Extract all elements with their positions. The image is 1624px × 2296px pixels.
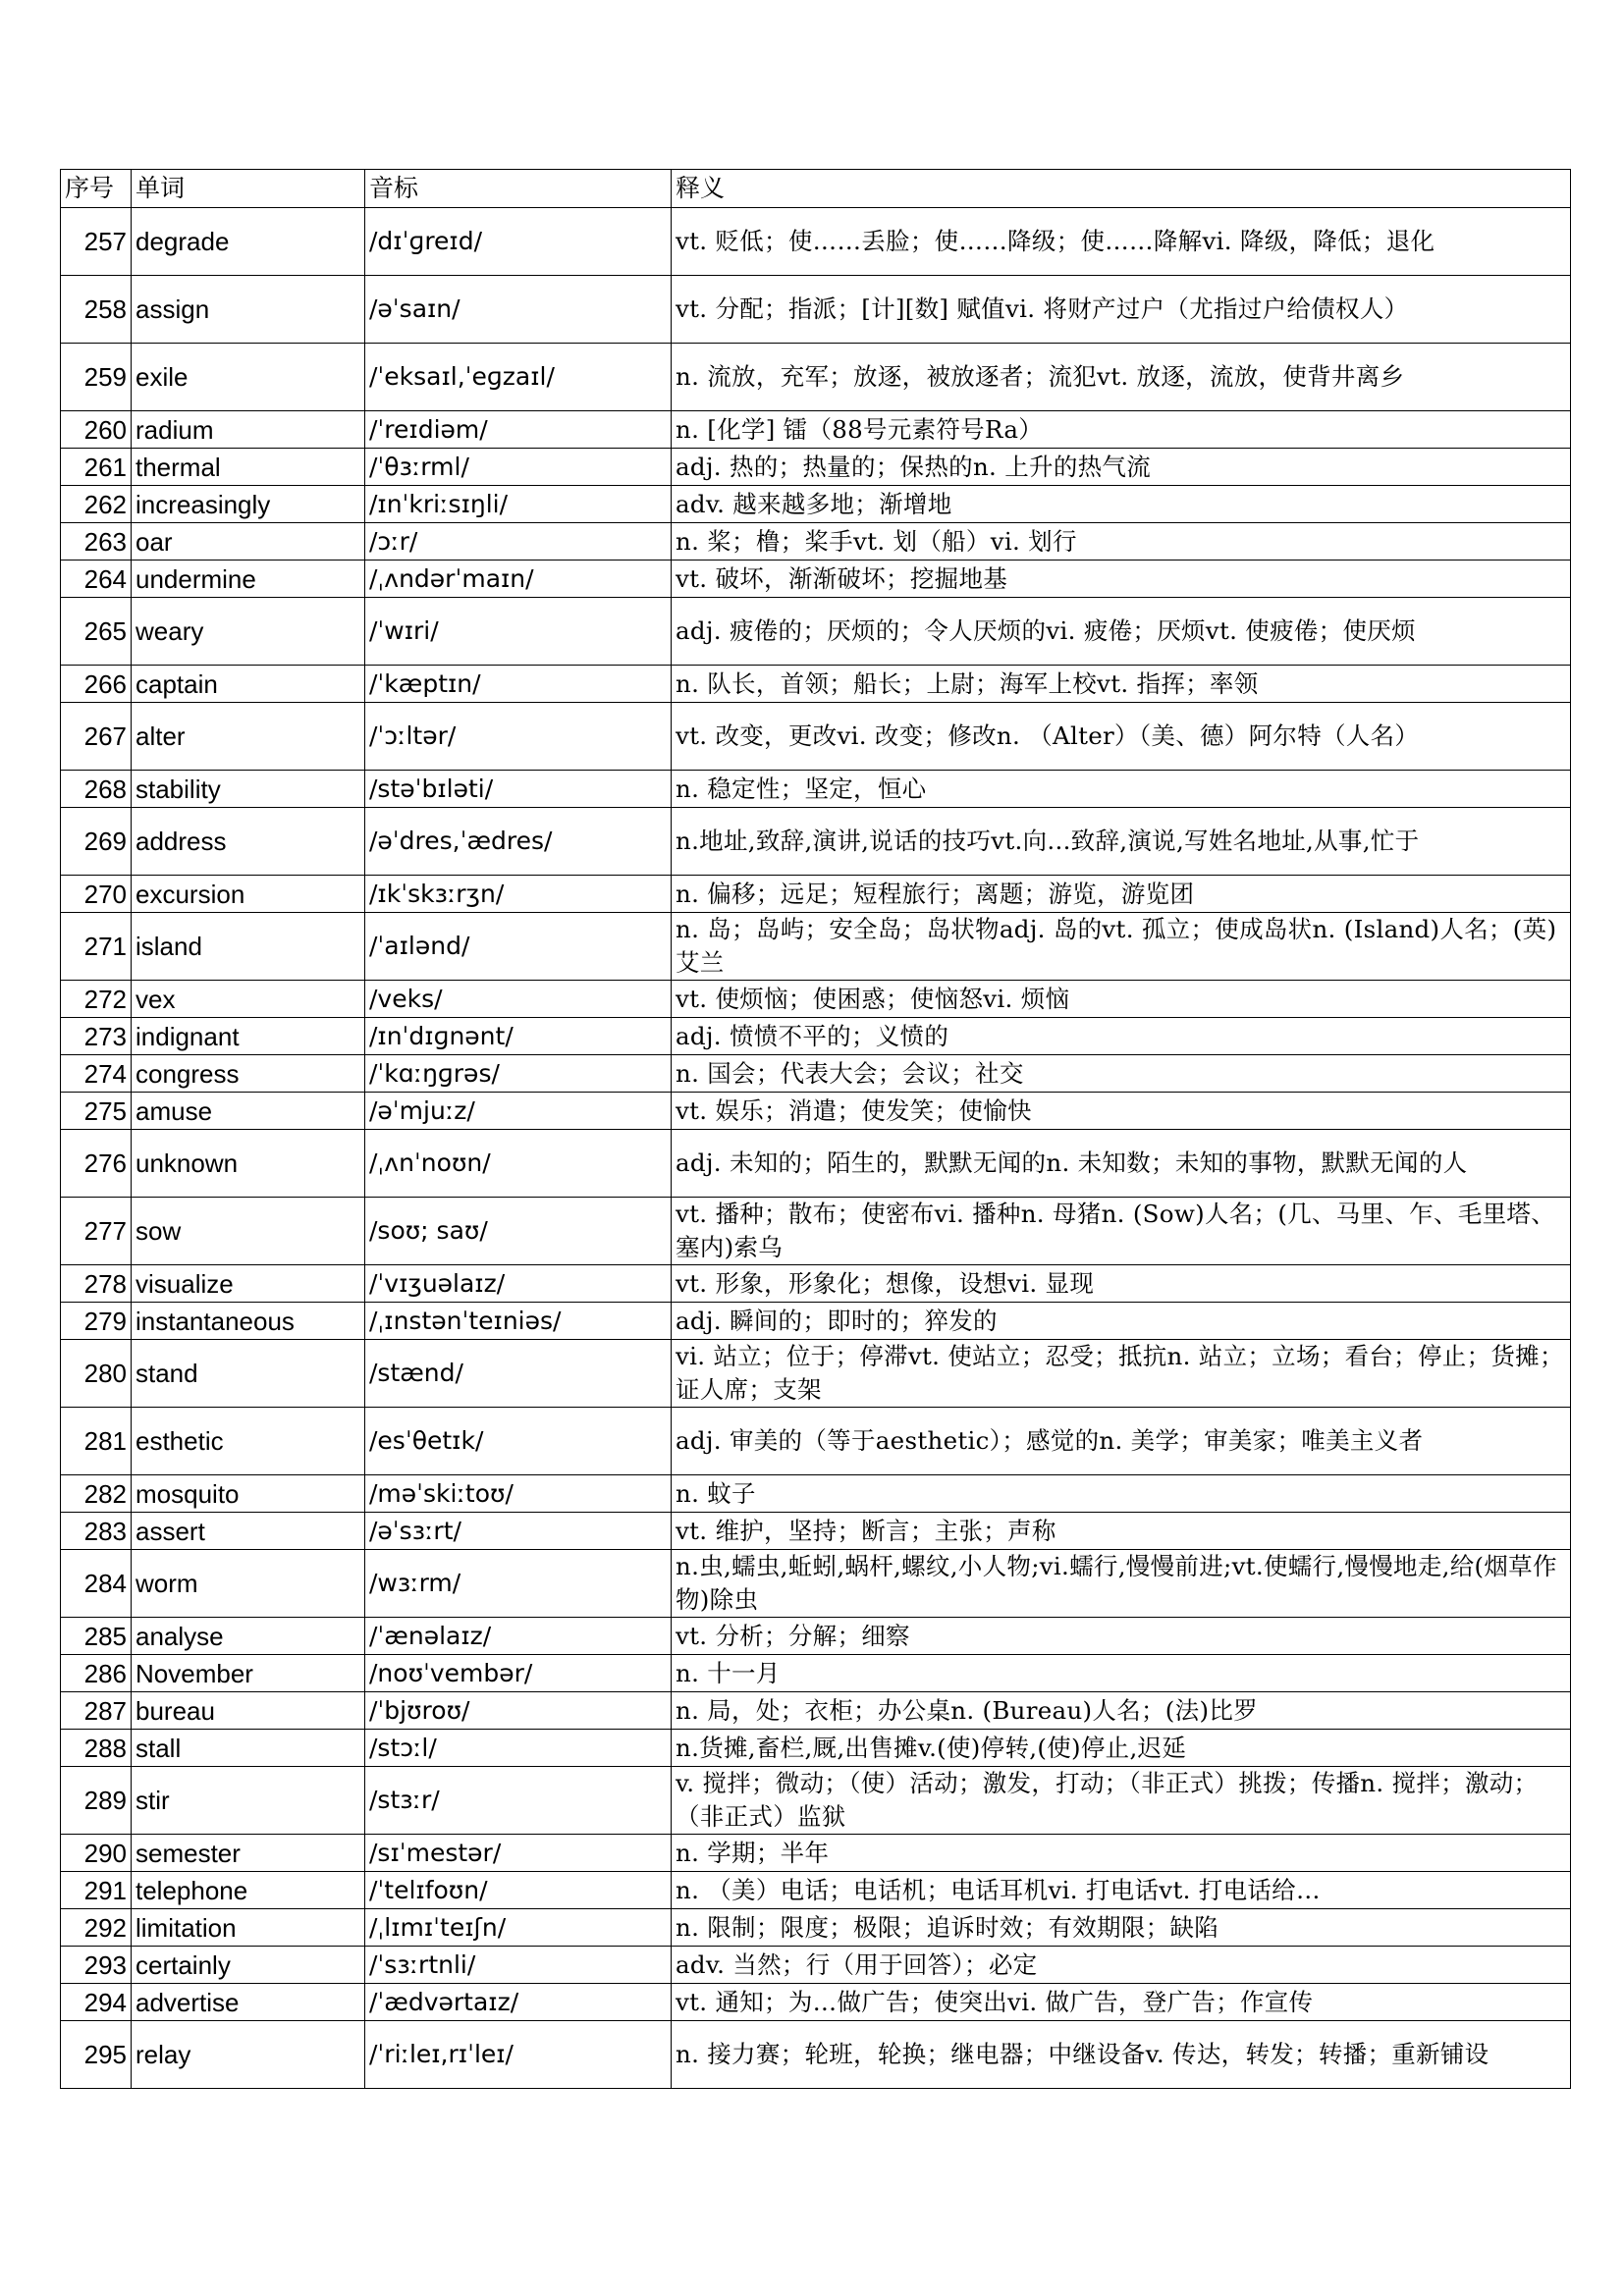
row-definition: vt. 贬低；使……丢脸；使……降级；使……降解vi. 降级，降低；退化	[672, 208, 1571, 276]
row-definition: n. 岛；岛屿；安全岛；岛状物adj. 岛的vt. 孤立；使成岛状n. (Island)人名；(英)艾兰	[672, 913, 1571, 981]
table-row	[61, 486, 1571, 523]
row-index: 267	[61, 703, 132, 771]
row-word: instantaneous	[132, 1303, 365, 1340]
row-definition: adj. 疲倦的；厌烦的；令人厌烦的vi. 疲倦；厌烦vt. 使疲倦；使厌烦	[672, 598, 1571, 666]
row-definition: n. 流放，充军；放逐，被放逐者；流犯vt. 放逐，流放，使背井离乡	[672, 344, 1571, 411]
row-definition: n. 限制；限度；极限；追诉时效；有效期限；缺陷	[672, 1909, 1571, 1947]
row-phonetic: /ˌʌnˈnoʊn/	[365, 1130, 672, 1198]
row-word: sow	[132, 1198, 365, 1265]
table-row	[61, 1550, 1571, 1618]
row-phonetic: /əˈdres,ˈædres/	[365, 808, 672, 876]
row-word: certainly	[132, 1947, 365, 1984]
table-row	[61, 1303, 1571, 1340]
row-index: 272	[61, 981, 132, 1018]
table-row	[61, 1198, 1571, 1265]
row-definition: vt. 改变，更改vi. 改变；修改n. （Alter）（美、德）阿尔特（人名）	[672, 703, 1571, 771]
row-index: 281	[61, 1408, 132, 1475]
row-index: 290	[61, 1835, 132, 1872]
row-word: bureau	[132, 1692, 365, 1730]
row-index: 278	[61, 1265, 132, 1303]
row-index: 262	[61, 486, 132, 523]
row-word: amuse	[132, 1093, 365, 1130]
row-phonetic: /ˈkɑːŋɡrəs/	[365, 1055, 672, 1093]
row-word: unknown	[132, 1130, 365, 1198]
table-row	[61, 1055, 1571, 1093]
row-word: stability	[132, 771, 365, 808]
row-index: 261	[61, 449, 132, 486]
table-row	[61, 666, 1571, 703]
row-word: mosquito	[132, 1475, 365, 1513]
table-row	[61, 598, 1571, 666]
row-definition: adj. 热的；热量的；保热的n. 上升的热气流	[672, 449, 1571, 486]
row-word: esthetic	[132, 1408, 365, 1475]
row-definition: vt. 播种；散布；使密布vi. 播种n. 母猪n. (Sow)人名；(几、马里、乍、毛里塔、塞内)索乌	[672, 1198, 1571, 1265]
table-row	[61, 1618, 1571, 1655]
row-word: stall	[132, 1730, 365, 1767]
row-word: advertise	[132, 1984, 365, 2021]
row-word: thermal	[132, 449, 365, 486]
row-index: 263	[61, 523, 132, 561]
row-word: captain	[132, 666, 365, 703]
row-phonetic: /ˌʌndərˈmaɪn/	[365, 561, 672, 598]
row-index: 260	[61, 411, 132, 449]
row-index: 285	[61, 1618, 132, 1655]
row-word: relay	[132, 2021, 365, 2089]
row-word: visualize	[132, 1265, 365, 1303]
row-phonetic: /ˈriːleɪ,rɪˈleɪ/	[365, 2021, 672, 2089]
row-definition: n. 队长，首领；船长；上尉；海军上校vt. 指挥；率领	[672, 666, 1571, 703]
row-index: 289	[61, 1767, 132, 1835]
row-definition: adj. 瞬间的；即时的；猝发的	[672, 1303, 1571, 1340]
vocabulary-page	[60, 169, 1570, 2089]
row-phonetic: /ˈtelɪfoʊn/	[365, 1872, 672, 1909]
row-definition: vt. 形象，形象化；想像，设想vi. 显现	[672, 1265, 1571, 1303]
table-row	[61, 2021, 1571, 2089]
row-definition: adj. 愤愤不平的；义愤的	[672, 1018, 1571, 1055]
row-phonetic: /məˈskiːtoʊ/	[365, 1475, 672, 1513]
table-row	[61, 208, 1571, 276]
row-phonetic: /dɪˈɡreɪd/	[365, 208, 672, 276]
row-definition: n. 桨；橹；桨手vt. 划（船）vi. 划行	[672, 523, 1571, 561]
row-definition: vt. 娱乐；消遣；使发笑；使愉快	[672, 1093, 1571, 1130]
row-index: 258	[61, 276, 132, 344]
row-definition: adv. 当然；行（用于回答）；必定	[672, 1947, 1571, 1984]
row-word: limitation	[132, 1909, 365, 1947]
row-word: congress	[132, 1055, 365, 1093]
row-definition: n.货摊,畜栏,厩,出售摊v.(使)停转,(使)停止,迟延	[672, 1730, 1571, 1767]
row-definition: n. 稳定性；坚定，恒心	[672, 771, 1571, 808]
table-row	[61, 1655, 1571, 1692]
row-word: worm	[132, 1550, 365, 1618]
row-phonetic: /ˈɔːltər/	[365, 703, 672, 771]
table-row	[61, 411, 1571, 449]
row-phonetic: /ɪkˈskɜːrʒn/	[365, 876, 672, 913]
row-phonetic: /əˈmjuːz/	[365, 1093, 672, 1130]
table-row	[61, 1018, 1571, 1055]
table-row	[61, 1835, 1571, 1872]
row-phonetic: /sɪˈmestər/	[365, 1835, 672, 1872]
row-index: 280	[61, 1340, 132, 1408]
row-word: undermine	[132, 561, 365, 598]
row-phonetic: /ɔːr/	[365, 523, 672, 561]
row-phonetic: /əˈsɜːrt/	[365, 1513, 672, 1550]
row-word: increasingly	[132, 486, 365, 523]
table-row	[61, 344, 1571, 411]
row-word: alter	[132, 703, 365, 771]
row-word: stir	[132, 1767, 365, 1835]
row-phonetic: /ˈkæptɪn/	[365, 666, 672, 703]
row-word: telephone	[132, 1872, 365, 1909]
row-definition: n. 局，处；衣柜；办公桌n. (Bureau)人名；(法)比罗	[672, 1692, 1571, 1730]
row-phonetic: /ˈaɪlənd/	[365, 913, 672, 981]
row-index: 264	[61, 561, 132, 598]
row-phonetic: /ɪnˈdɪɡnənt/	[365, 1018, 672, 1055]
table-row	[61, 1513, 1571, 1550]
row-word: assert	[132, 1513, 365, 1550]
table-header-row	[61, 170, 1571, 208]
row-index: 283	[61, 1513, 132, 1550]
row-word: assign	[132, 276, 365, 344]
row-phonetic: /ˌɪnstənˈteɪniəs/	[365, 1303, 672, 1340]
row-phonetic: /ˈeksaɪl,ˈeɡzaɪl/	[365, 344, 672, 411]
table-row	[61, 449, 1571, 486]
row-definition: vi. 站立；位于；停滞vt. 使站立；忍受；抵抗n. 站立；立场；看台；停止；货摊； 证人席；支架	[672, 1340, 1571, 1408]
row-phonetic: /stɜːr/	[365, 1767, 672, 1835]
row-phonetic: /ɪnˈkriːsɪŋli/	[365, 486, 672, 523]
row-word: excursion	[132, 876, 365, 913]
row-index: 288	[61, 1730, 132, 1767]
table-row	[61, 1872, 1571, 1909]
row-definition: n. 国会；代表大会；会议；社交	[672, 1055, 1571, 1093]
header-definition: 释义	[672, 170, 1571, 208]
row-word: degrade	[132, 208, 365, 276]
table-row	[61, 771, 1571, 808]
row-word: exile	[132, 344, 365, 411]
table-row	[61, 1265, 1571, 1303]
table-row	[61, 1984, 1571, 2021]
row-definition: vt. 通知；为…做广告；使突出vi. 做广告，登广告；作宣传	[672, 1984, 1571, 2021]
row-index: 271	[61, 913, 132, 981]
row-word: oar	[132, 523, 365, 561]
table-row	[61, 1475, 1571, 1513]
row-index: 279	[61, 1303, 132, 1340]
row-definition: v. 搅拌；微动；（使）活动；激发，打动；（非正式）挑拨；传播n. 搅拌；激动；（非正式）监狱	[672, 1767, 1571, 1835]
table-row	[61, 276, 1571, 344]
row-index: 268	[61, 771, 132, 808]
row-phonetic: /esˈθetɪk/	[365, 1408, 672, 1475]
row-phonetic: /ˈθɜːrml/	[365, 449, 672, 486]
row-index: 291	[61, 1872, 132, 1909]
row-word: indignant	[132, 1018, 365, 1055]
table-row	[61, 1408, 1571, 1475]
row-phonetic: /əˈsaɪn/	[365, 276, 672, 344]
row-phonetic: /ˈbjʊroʊ/	[365, 1692, 672, 1730]
row-index: 257	[61, 208, 132, 276]
row-phonetic: /veks/	[365, 981, 672, 1018]
row-word: stand	[132, 1340, 365, 1408]
table-row	[61, 1093, 1571, 1130]
vocabulary-table	[60, 169, 1571, 2089]
row-definition: n.地址,致辞,演讲,说话的技巧vt.向...致辞,演说,写姓名地址,从事,忙于	[672, 808, 1571, 876]
table-row	[61, 703, 1571, 771]
table-row	[61, 1947, 1571, 1984]
table-row	[61, 1692, 1571, 1730]
row-word: address	[132, 808, 365, 876]
row-index: 284	[61, 1550, 132, 1618]
row-definition: n. 十一月	[672, 1655, 1571, 1692]
row-definition: vt. 分配；指派；[计][数] 赋值vi. 将财产过户（尤指过户给债权人）	[672, 276, 1571, 344]
row-definition: n. 学期；半年	[672, 1835, 1571, 1872]
row-word: vex	[132, 981, 365, 1018]
row-definition: n.虫,蠕虫,蚯蚓,蜗杆,螺纹,小人物;vi.蠕行,慢慢前进;vt.使蠕行,慢慢地走,给(烟草作物)除虫	[672, 1550, 1571, 1618]
row-index: 287	[61, 1692, 132, 1730]
row-phonetic: /ˈænəlaɪz/	[365, 1618, 672, 1655]
row-definition: vt. 分析；分解；细察	[672, 1618, 1571, 1655]
row-index: 259	[61, 344, 132, 411]
table-row	[61, 1730, 1571, 1767]
table-row	[61, 808, 1571, 876]
table-row	[61, 1909, 1571, 1947]
row-phonetic: /stænd/	[365, 1340, 672, 1408]
table-row	[61, 1130, 1571, 1198]
row-index: 273	[61, 1018, 132, 1055]
row-definition: adj. 未知的；陌生的，默默无闻的n. 未知数；未知的事物，默默无闻的人	[672, 1130, 1571, 1198]
row-phonetic: /wɜːrm/	[365, 1550, 672, 1618]
table-row	[61, 523, 1571, 561]
row-index: 277	[61, 1198, 132, 1265]
row-definition: n. 偏移；远足；短程旅行；离题；游览，游览团	[672, 876, 1571, 913]
table-row	[61, 981, 1571, 1018]
row-index: 270	[61, 876, 132, 913]
row-index: 292	[61, 1909, 132, 1947]
table-row	[61, 561, 1571, 598]
row-phonetic: /ˌlɪmɪˈteɪʃn/	[365, 1909, 672, 1947]
row-index: 265	[61, 598, 132, 666]
row-index: 293	[61, 1947, 132, 1984]
row-definition: adj. 审美的（等于aesthetic）；感觉的n. 美学；审美家；唯美主义者	[672, 1408, 1571, 1475]
row-word: analyse	[132, 1618, 365, 1655]
row-index: 275	[61, 1093, 132, 1130]
row-index: 294	[61, 1984, 132, 2021]
row-phonetic: /ˈwɪri/	[365, 598, 672, 666]
row-index: 286	[61, 1655, 132, 1692]
row-definition: adv. 越来越多地；渐增地	[672, 486, 1571, 523]
row-word: radium	[132, 411, 365, 449]
row-phonetic: /stəˈbɪləti/	[365, 771, 672, 808]
row-index: 274	[61, 1055, 132, 1093]
row-definition: n. [化学] 镭（88号元素符号Ra）	[672, 411, 1571, 449]
table-row	[61, 876, 1571, 913]
row-index: 282	[61, 1475, 132, 1513]
row-index: 266	[61, 666, 132, 703]
row-index: 276	[61, 1130, 132, 1198]
row-definition: n. 蚊子	[672, 1475, 1571, 1513]
row-definition: vt. 使烦恼；使困惑；使恼怒vi. 烦恼	[672, 981, 1571, 1018]
row-word: semester	[132, 1835, 365, 1872]
row-word: island	[132, 913, 365, 981]
row-index: 269	[61, 808, 132, 876]
row-definition: n. （美）电话；电话机；电话耳机vi. 打电话vt. 打电话给…	[672, 1872, 1571, 1909]
row-word: weary	[132, 598, 365, 666]
row-phonetic: /ˈreɪdiəm/	[365, 411, 672, 449]
table-row	[61, 1340, 1571, 1408]
row-phonetic: /noʊˈvembər/	[365, 1655, 672, 1692]
row-phonetic: /ˈædvərtaɪz/	[365, 1984, 672, 2021]
row-phonetic: /soʊ; saʊ/	[365, 1198, 672, 1265]
row-definition: vt. 破坏，渐渐破坏；挖掘地基	[672, 561, 1571, 598]
row-index: 295	[61, 2021, 132, 2089]
row-word: November	[132, 1655, 365, 1692]
header-phonetic: 音标	[365, 170, 672, 208]
row-phonetic: /ˈsɜːrtnli/	[365, 1947, 672, 1984]
row-phonetic: /stɔːl/	[365, 1730, 672, 1767]
header-index: 序号	[61, 170, 132, 208]
row-phonetic: /ˈvɪʒuəlaɪz/	[365, 1265, 672, 1303]
table-row	[61, 1767, 1571, 1835]
table-row	[61, 913, 1571, 981]
row-definition: vt. 维护，坚持；断言；主张；声称	[672, 1513, 1571, 1550]
row-definition: n. 接力赛；轮班，轮换；继电器；中继设备v. 传达，转发；转播；重新铺设	[672, 2021, 1571, 2089]
header-word: 单词	[132, 170, 365, 208]
